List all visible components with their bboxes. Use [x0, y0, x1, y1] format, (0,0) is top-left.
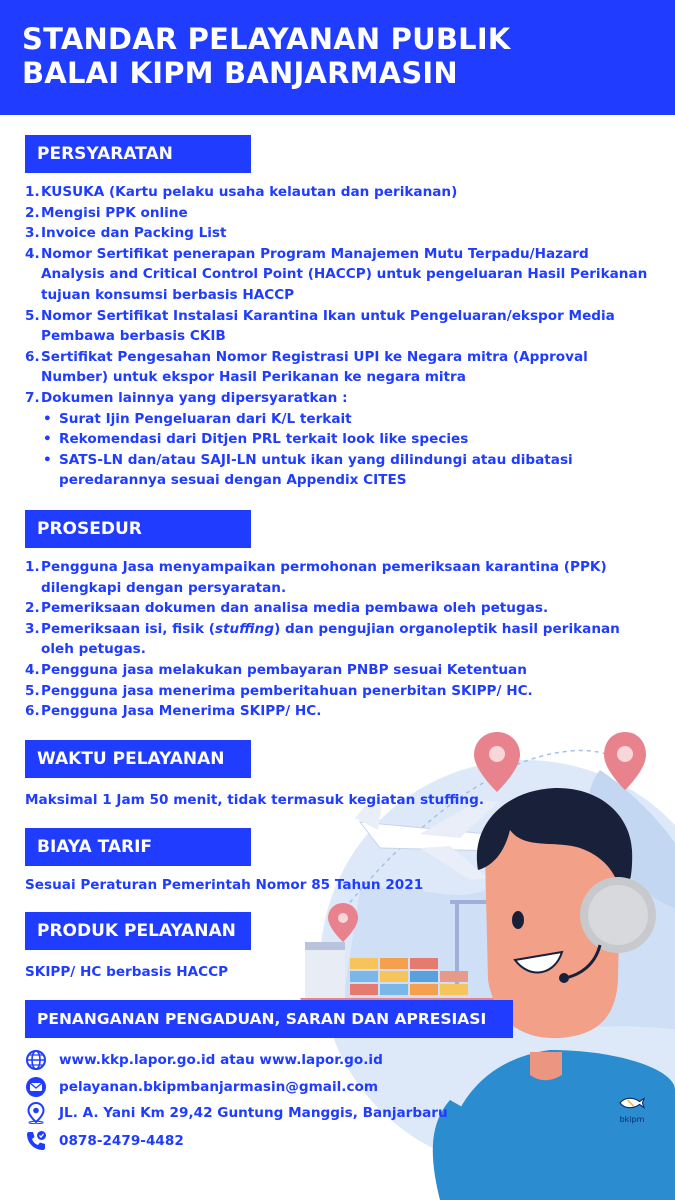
logo-text: bkipm: [619, 1115, 645, 1124]
produk-heading: PRODUK PELAYANAN: [25, 912, 251, 950]
contact-website: [25, 1049, 585, 1073]
biaya-heading: BIAYA TARIF: [25, 828, 251, 866]
location-pin-icon: [25, 1102, 47, 1124]
bkipm-logo: [612, 1095, 652, 1127]
sub-list: [43, 409, 655, 491]
contact-phone-text[interactable]: 0878-2479-4482: [59, 1133, 184, 1149]
persyaratan-heading: PERSYARATAN: [25, 135, 251, 173]
prosedur-list: [25, 557, 635, 722]
header-banner: [0, 0, 675, 115]
persyaratan-list: [25, 182, 655, 491]
list-item: 2. Pemeriksaan dokumen dan analisa media pembawa oleh petugas.: [25, 600, 549, 617]
prosedur-heading: PROSEDUR: [25, 510, 251, 548]
list-item: 2. Mengisi PPK online: [25, 204, 188, 221]
fish-logo-icon: [617, 1095, 647, 1111]
list-item: 7. Dokumen lainnya yang dipersyaratkan : • Surat Ijin Pengeluaran dari K/L terkait • Rekomendasi dari Ditjen PRL terkait look like species • SATS-LN dan/atau SAJI-LN untuk ikan yang dilindungi atau dibatasi peredarannya sesuai dengan Appendix CITES: [25, 388, 655, 491]
list-item: 6. Pengguna Jasa Menerima SKIPP/ HC.: [25, 703, 322, 720]
contact-email: [25, 1076, 585, 1100]
list-item: 3. Pemeriksaan isi, fisik (stuffing) dan pengujian organoleptik hasil perikanan oleh petugas.: [25, 620, 620, 658]
sub-list-item: • Rekomendasi dari Ditjen PRL terkait look like species: [43, 429, 655, 450]
waktu-text: Maksimal 1 Jam 50 menit, tidak termasuk kegiatan stuffing.: [25, 792, 484, 808]
list-item: 1. Pengguna Jasa menyampaikan permohonan pemeriksaan karantina (PPK) dilengkapi dengan persyaratan.: [25, 559, 607, 596]
contact-address: [25, 1102, 585, 1126]
list-item: 6. Sertifikat Pengesahan Nomor Registrasi UPI ke Negara mitra (Approval Number) untuk ekspor Hasil Perikanan ke negara mitra: [25, 348, 588, 386]
sub-list-item: • Surat Ijin Pengeluaran dari K/L terkait: [43, 409, 655, 430]
list-item: 4. Nomor Sertifikat penerapan Program Manajemen Mutu Terpadu/Hazard Analysis and Critical Control Point (HACCP) untuk pengeluaran Hasil Perikanan tujuan konsumsi berbasis HACCP: [25, 245, 648, 303]
globe-icon: [25, 1049, 47, 1071]
produk-text: SKIPP/ HC berbasis HACCP: [25, 964, 229, 980]
title-line-2: BALAI KIPM BANJARMASIN: [22, 56, 458, 90]
list-item: 5. Nomor Sertifikat Instalasi Karantina Ikan untuk Pengeluaran/ekspor Media Pembawa berbasis CKIB: [25, 307, 615, 345]
pengaduan-heading: PENANGANAN PENGADUAN, SARAN DAN APRESIASI: [25, 1000, 513, 1038]
list-item: 3. Invoice dan Packing List: [25, 225, 227, 242]
contact-phone: [25, 1130, 585, 1154]
list-item: 4. Pengguna jasa melakukan pembayaran PNBP sesuai Ketentuan: [25, 661, 527, 678]
title-line-1: STANDAR PELAYANAN PUBLIK: [22, 22, 511, 56]
contact-website-text[interactable]: www.kkp.lapor.go.id atau www.lapor.go.id: [59, 1052, 383, 1068]
sub-list-item: • SATS-LN dan/atau SAJI-LN untuk ikan yang dilindungi atau dibatasi peredarannya sesuai dengan Appendix CITES: [43, 450, 655, 491]
waktu-heading: WAKTU PELAYANAN: [25, 740, 251, 778]
phone-icon: [25, 1130, 47, 1152]
contact-address-text: JL. A. Yani Km 29,42 Guntung Manggis, Banjarbaru: [59, 1105, 448, 1121]
list-item: 5. Pengguna jasa menerima pemberitahuan penerbitan SKIPP/ HC.: [25, 682, 533, 699]
email-icon: [25, 1076, 47, 1098]
biaya-text: Sesuai Peraturan Pemerintah Nomor 85 Tahun 2021: [25, 877, 424, 893]
list-item: 1. KUSUKA (Kartu pelaku usaha kelautan dan perikanan): [25, 184, 458, 200]
page-title: [22, 22, 510, 90]
contact-email-text[interactable]: pelayanan.bkipmbanjarmasin@gmail.com: [59, 1079, 379, 1095]
